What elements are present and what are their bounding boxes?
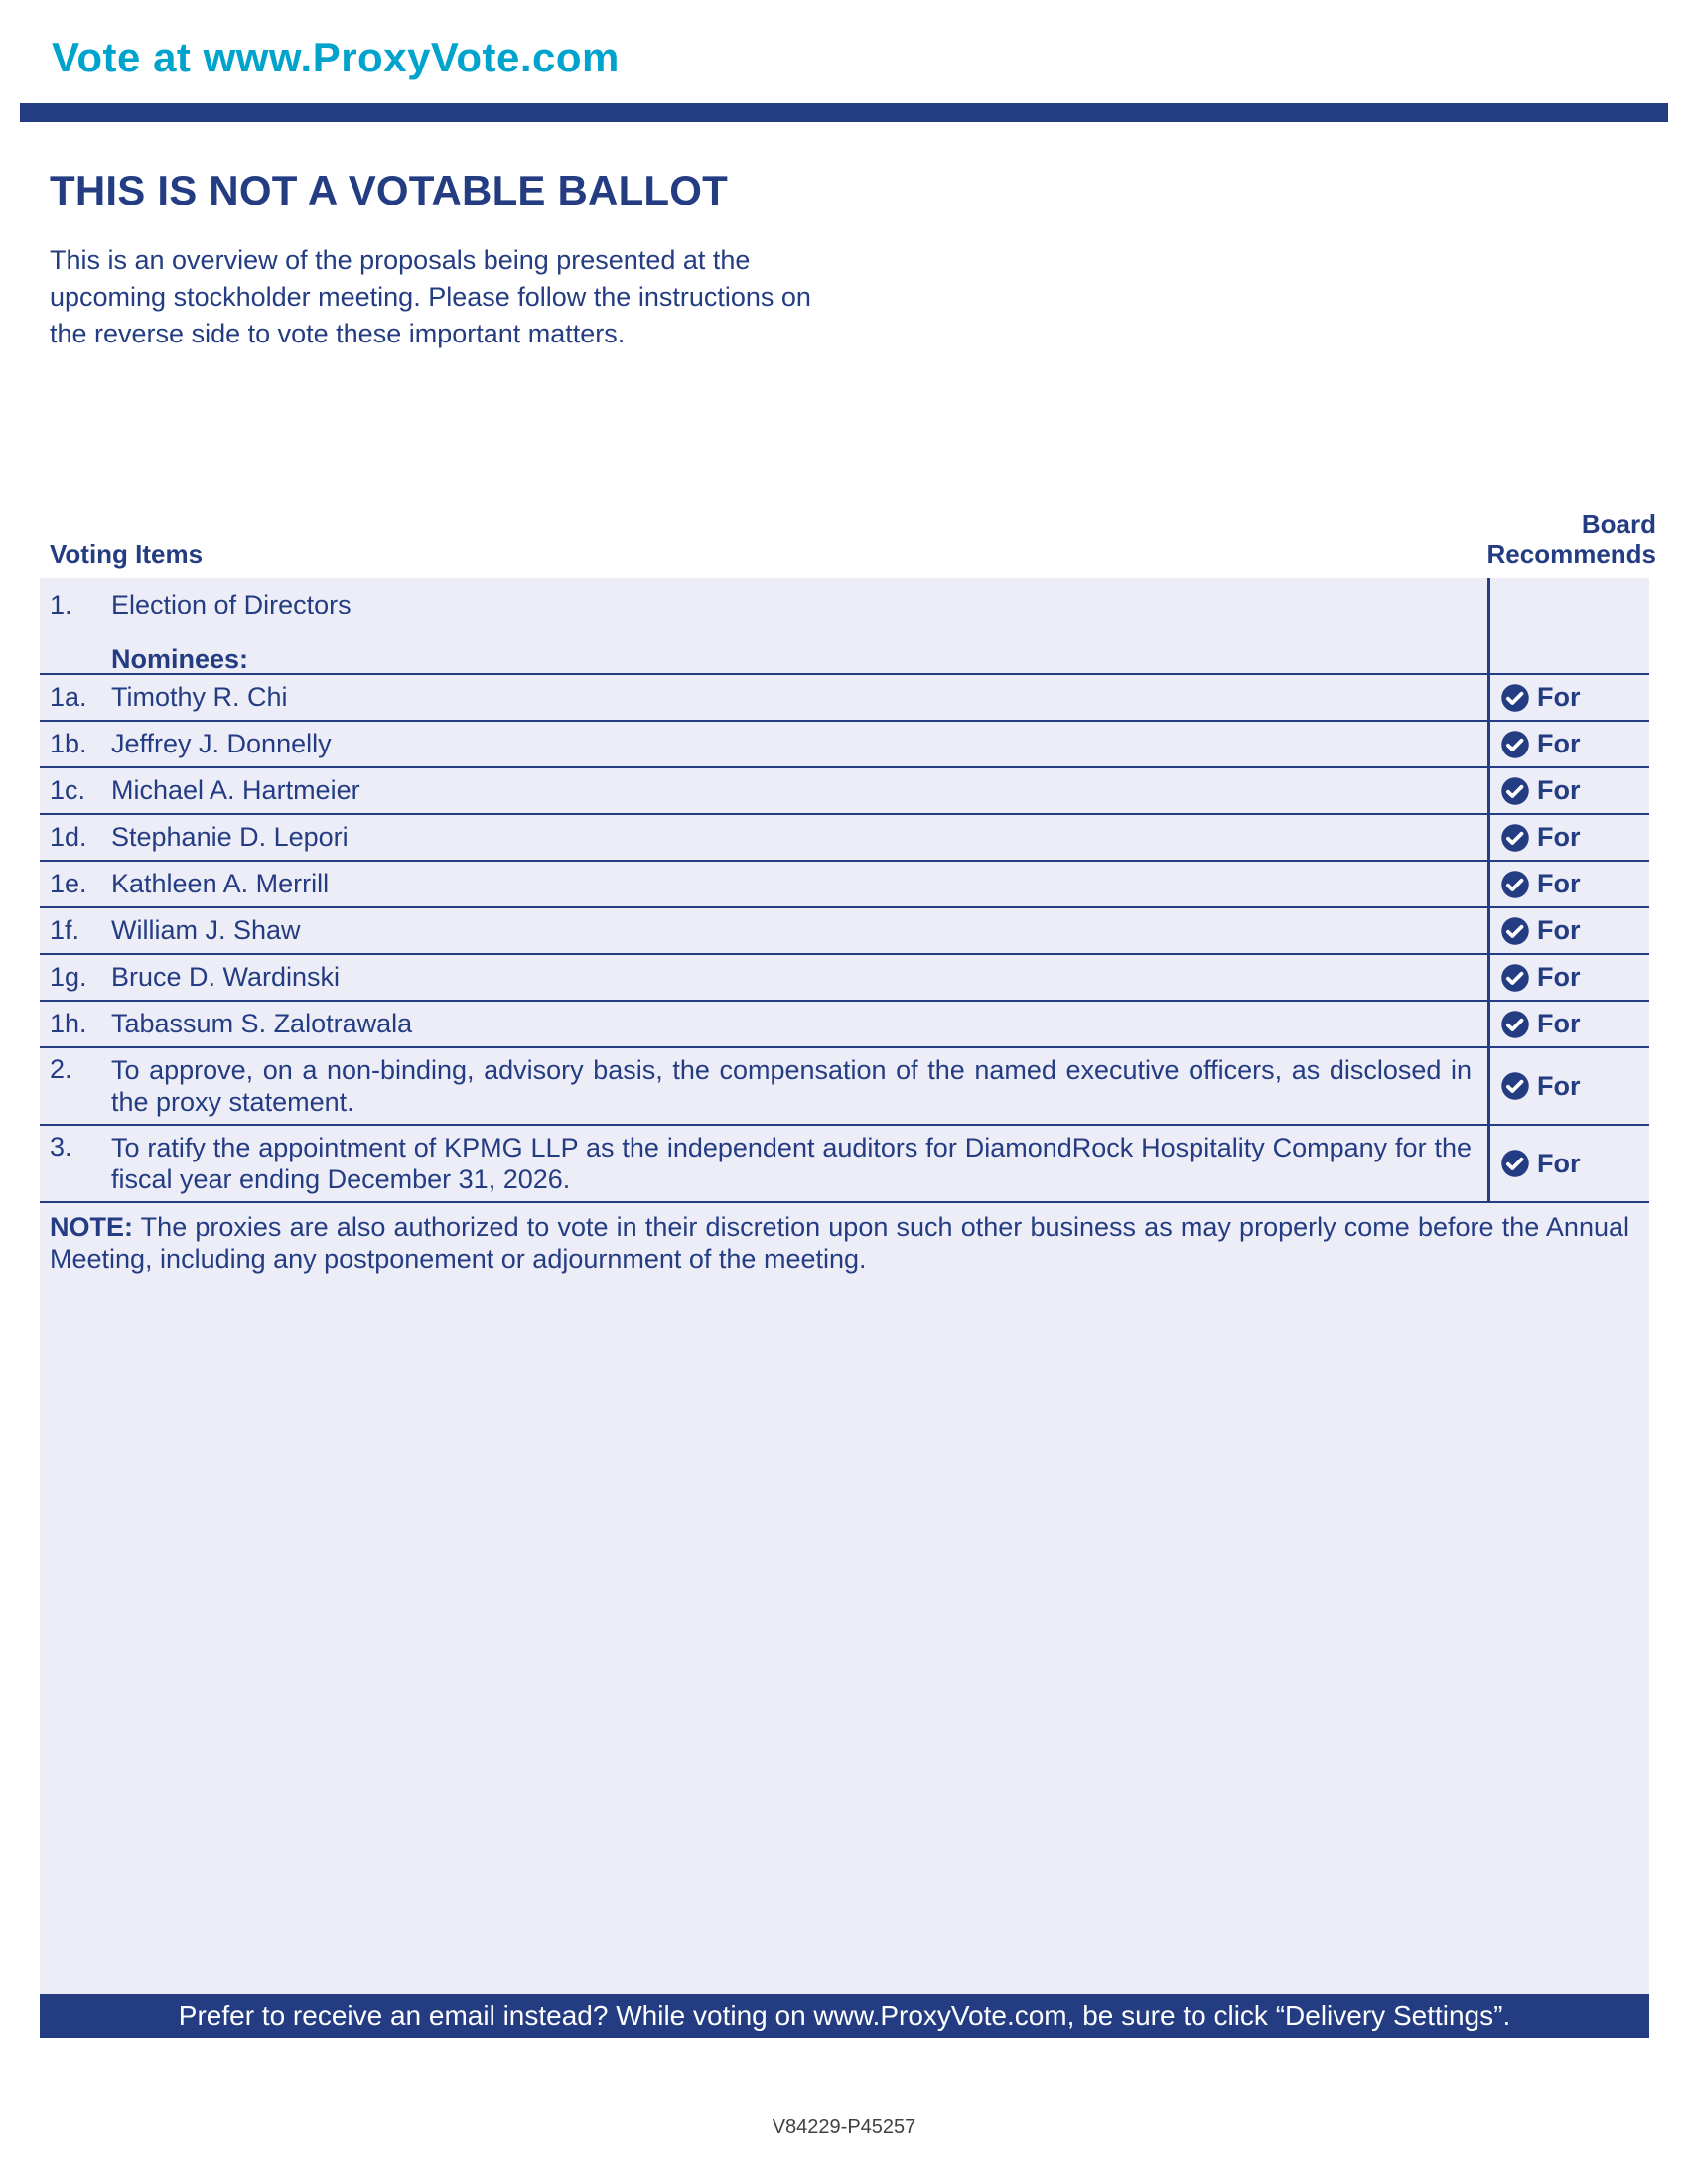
top-divider-bar [20,103,1668,122]
nominee-name: Jeffrey J. Donnelly [111,729,332,758]
item-number: 1c. [50,775,86,805]
for-checkmark-icon [1500,683,1530,713]
recommend-label: For [1537,869,1581,898]
email-preference-banner: Prefer to receive an email instead? While voting on www.ProxyVote.com, be sure to click “Delivery Settings”. [40,1994,1649,2038]
proposal-text: To ratify the appointment of KPMG LLP as the independent auditors for DiamondRock Hospitality Company for the fiscal year ending December 31, 2026. [111,1133,1472,1194]
for-checkmark-icon [1500,730,1530,759]
recommend-label: For [1537,915,1581,945]
recommend-cell [1487,815,1649,860]
recommend-cell [1487,1126,1649,1201]
table-row [40,815,1649,862]
table-row [40,908,1649,955]
recommend-cell [1487,1048,1649,1124]
nominee-name: Bruce D. Wardinski [111,962,341,992]
item-text: Election of Directors [111,590,352,619]
table-row [40,675,1649,722]
item-number: 1b. [50,729,87,758]
recommend-cell [1487,722,1649,766]
item-number: 1f. [50,915,80,945]
table-row [40,1126,1649,1203]
recommend-label: For [1537,682,1581,712]
nominee-name: Kathleen A. Merrill [111,869,330,898]
for-checkmark-icon [1500,1071,1530,1101]
table-row [40,722,1649,768]
table-row [40,1048,1649,1126]
recommend-label: For [1537,822,1581,852]
recommend-label: For [1537,1070,1581,1101]
table-row [40,955,1649,1002]
document-code: V84229-P45257 [772,2116,916,2138]
note-text: The proxies are also authorized to vote in their discretion upon such other business as may properly come before the Annual Meeting, including any postponement or adjournment of the meeting. [50,1212,1629,1274]
item-number: 1a. [50,682,87,712]
recommend-label: For [1537,1009,1581,1038]
for-checkmark-icon [1500,823,1530,853]
item-number: 2. [50,1054,72,1084]
item-number: 1h. [50,1009,87,1038]
voting-items-header: Voting Items [50,539,204,569]
table-row [40,1002,1649,1048]
vote-url-heading: Vote at www.ProxyVote.com [52,34,620,80]
recommend-label: For [1537,962,1581,992]
nominee-name: Tabassum S. Zalotrawala [111,1009,413,1038]
recommend-cell [1487,578,1649,673]
for-checkmark-icon [1500,776,1530,806]
voting-items-table [40,578,1649,1994]
intro-paragraph: This is an overview of the proposals being presented at the upcoming stockholder meeting. Please follow the instructions on the reverse side to vote these important matters. [50,245,811,348]
note-row [40,1203,1649,1283]
for-checkmark-icon [1500,1010,1530,1039]
recommend-cell [1487,908,1649,953]
proposal-text: To approve, on a non-binding, advisory basis, the compensation of the named executive officers, as disclosed in the proxy statement. [111,1055,1472,1117]
item-number: 3. [50,1132,72,1161]
recommend-cell [1487,768,1649,813]
nominee-name: Michael A. Hartmeier [111,775,360,805]
item-number: 1. [50,590,72,619]
recommend-label: For [1537,729,1581,758]
nominee-name: William J. Shaw [111,915,301,945]
recommend-cell [1487,955,1649,1000]
table-row [40,768,1649,815]
table-row [40,862,1649,908]
for-checkmark-icon [1500,916,1530,946]
item-number: 1e. [50,869,87,898]
nominee-name: Stephanie D. Lepori [111,822,349,852]
item-number: 1g. [50,962,87,992]
board-recommends-header: Board Recommends [1486,509,1656,569]
for-checkmark-icon [1500,870,1530,899]
item-number: 1d. [50,822,87,852]
page-title: THIS IS NOT A VOTABLE BALLOT [50,167,729,213]
note-label: NOTE: [50,1212,133,1242]
recommend-cell [1487,675,1649,720]
recommend-label: For [1537,775,1581,805]
nominee-name: Timothy R. Chi [111,682,288,712]
for-checkmark-icon [1500,963,1530,993]
for-checkmark-icon [1500,1149,1530,1178]
recommend-cell [1487,862,1649,906]
table-row [40,578,1649,675]
recommend-label: For [1537,1148,1581,1178]
nominees-label: Nominees: [111,644,249,674]
recommend-cell [1487,1002,1649,1046]
